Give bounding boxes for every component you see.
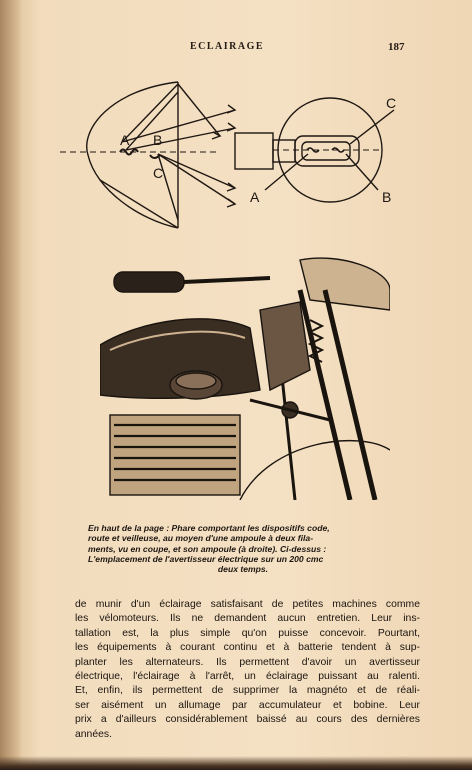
body-line: prix a d'ailleurs considérablement baissé au cours des dernières [75,714,420,726]
body-line: les équipements à courant continu et à batterie tendent à sup- [75,642,420,654]
page-number: 187 [388,41,405,53]
caption-line: ments, vu en coupe, et son ampoule (à droite). Ci-dessus : [88,543,327,554]
book-spine-shadow [0,0,22,770]
body-line: les vélomoteurs. Ils ne demandent aucun entretien. Leur ins- [75,613,420,625]
body-line: tallation est, la plus simple qu'on puisse concevoir. Pourtant, [75,627,420,639]
figure-caption [88,523,398,574]
headlamp-label-c: C [153,165,164,181]
body-paragraph [75,598,420,742]
headlamp-label-a: A [120,132,130,148]
body-line: années. [75,728,112,740]
caption-line: L'emplacement de l'avertisseur électrique sur un 200 cmc [88,553,324,564]
body-line: planter les alternateurs. Ils permettent d'avoir un avertisseur [75,656,420,668]
body-line: électrique, l'éclairage à l'arrêt, un éclairage puissant au ralenti. [75,671,420,683]
headlamp-label-b: B [153,132,163,148]
bulb-label-a: A [250,189,260,205]
page-bottom-edge [0,756,472,770]
body-line: de munir d'un éclairage satisfaisant de petites machines comme [75,599,420,610]
headlamp-figure [60,70,420,230]
running-header-title: ECLAIRAGE [190,41,265,52]
body-line: ser aisément un allumage par accumulateur et bobine. Leur [75,699,420,711]
caption-line: route et veilleuse, au moyen d'une ampoule à deux fila- [88,533,314,544]
caption-line: En haut de la page : Phare comportant les dispositifs code, [88,523,330,533]
bulb-label-c: C [386,95,397,111]
reflector-outline [87,82,178,228]
body-line: Et, enfin, ils permettent de supprimer la magnéto et de réali- [75,685,420,697]
bulb-label-b: B [382,189,392,205]
motorcycle-horn-illustration [100,250,390,500]
caption-line: deux temps. [217,564,269,575]
